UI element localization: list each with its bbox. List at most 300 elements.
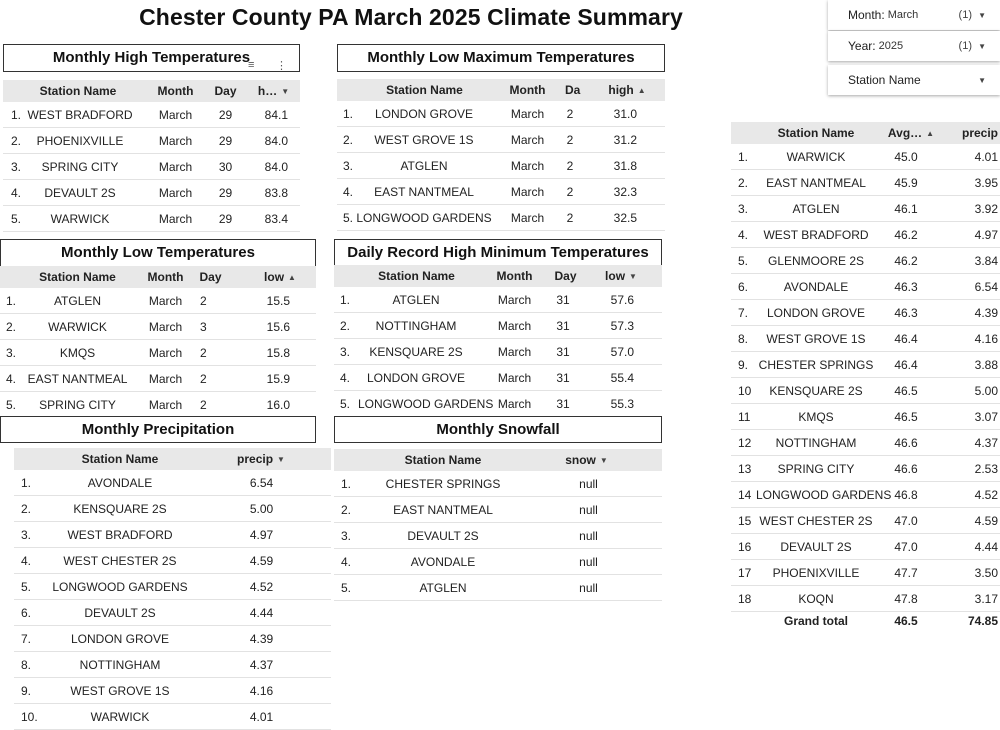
precip: 4.52: [249, 579, 274, 594]
station-name: SPRING CITY: [41, 159, 119, 174]
station-name: LONDON GROVE: [70, 631, 169, 646]
table-row[interactable]: [334, 313, 662, 339]
row-index: 4.: [343, 184, 354, 199]
high: 83.4: [264, 211, 288, 226]
table-row[interactable]: [337, 153, 665, 179]
month: March: [497, 370, 532, 385]
station-name: LONDON GROVE: [766, 305, 865, 320]
year-filter-value: 2025: [878, 40, 904, 52]
row-index: 2.: [343, 132, 354, 147]
precip: 6.54: [249, 475, 274, 490]
col-header-snow-label: snow: [565, 453, 596, 467]
precip: 3.95: [974, 175, 998, 190]
month: March: [148, 397, 183, 412]
snow: null: [579, 476, 598, 491]
high: 84.1: [264, 107, 288, 122]
row-index: 1.: [340, 292, 351, 307]
table-row[interactable]: [14, 704, 331, 730]
sort-desc-icon: ▼: [599, 455, 608, 465]
low: 55.3: [610, 396, 634, 411]
page-title: Chester County PA March 2025 Climate Summary: [139, 4, 683, 30]
avg-temp: 46.5: [894, 409, 918, 424]
chevron-down-icon: ▼: [978, 75, 986, 85]
avg-temp: 46.5: [894, 383, 918, 398]
day: 30: [218, 159, 233, 174]
avg-temp: 47.0: [894, 513, 918, 528]
row-index: 6.: [21, 605, 32, 620]
avg-temp: 46.2: [894, 227, 918, 242]
station-name: LONGWOOD GARDENS: [52, 579, 188, 594]
avg-temp: 45.9: [894, 175, 918, 190]
monthly-high-title-text: Monthly High Temperatures: [52, 49, 251, 66]
low: 15.5: [266, 293, 290, 308]
station-name: CHESTER SPRINGS: [758, 357, 874, 372]
station-name: LONDON GROVE: [374, 106, 473, 121]
station-name: NOTTINGHAM: [775, 435, 857, 450]
month: March: [497, 292, 532, 307]
low: 16.0: [266, 397, 290, 412]
year-filter[interactable]: [828, 31, 1000, 61]
low-max-title: [337, 44, 665, 72]
table-row[interactable]: [14, 600, 331, 626]
month: March: [510, 158, 545, 173]
station-name: KENSQUARE 2S: [73, 501, 167, 516]
row-index: 5.: [341, 580, 352, 595]
station-name: WARWICK: [786, 149, 846, 164]
table-header: [731, 122, 1000, 144]
avg-temp: 47.8: [894, 591, 918, 606]
col-header-station[interactable]: Station Name: [386, 83, 463, 97]
precip-title-text: Monthly Precipitation: [81, 421, 235, 438]
col-header-station[interactable]: Station Name: [81, 452, 159, 466]
row-index: 18: [738, 591, 752, 606]
precip: 3.84: [974, 253, 998, 268]
avg-temp: 47.7: [894, 565, 918, 580]
row-index: 1.: [343, 106, 354, 121]
station-name: EAST NANTMEAL: [27, 371, 128, 386]
col-header-low[interactable]: [596, 265, 646, 287]
station-name: GLENMOORE 2S: [767, 253, 865, 268]
station-name: PHOENIXVILLE: [772, 565, 860, 580]
month-filter-count: (1): [958, 9, 972, 21]
avg-temp: 45.0: [894, 149, 918, 164]
month: March: [148, 319, 183, 334]
month: March: [158, 211, 193, 226]
table-row[interactable]: [334, 365, 662, 391]
station-name: WEST BRADFORD: [67, 527, 173, 542]
record-high-min-title-text: Daily Record High Minimum Temperatures: [347, 244, 649, 261]
row-index: 3.: [11, 159, 22, 174]
table-row[interactable]: [14, 574, 331, 600]
snow-title: [334, 416, 662, 443]
row-index: 9.: [738, 357, 749, 372]
month: March: [158, 107, 193, 122]
table-row[interactable]: [731, 560, 1000, 586]
row-index: 5.: [11, 211, 22, 226]
col-header-high[interactable]: [597, 79, 657, 101]
row-index: 3.: [343, 158, 354, 173]
precip: 4.44: [974, 539, 998, 554]
precip: 3.17: [974, 591, 998, 606]
col-header-precip[interactable]: precip: [961, 126, 998, 140]
col-header-low-label: low: [264, 270, 285, 284]
precip: 4.97: [974, 227, 998, 242]
station-name: WEST GROVE 1S: [766, 331, 866, 346]
day: 31: [556, 370, 570, 385]
table-row[interactable]: [334, 391, 662, 417]
col-header-station[interactable]: Station Name: [39, 84, 117, 98]
grand-total-avg: 46.5: [894, 614, 918, 628]
month: March: [158, 159, 193, 174]
row-index: 11: [738, 409, 751, 424]
table-row[interactable]: [731, 300, 1000, 326]
month: March: [158, 185, 193, 200]
row-index: 5.: [21, 579, 32, 594]
station-name-text: LONGWOOD GARDENS: [358, 396, 494, 411]
table-row[interactable]: [0, 288, 316, 314]
table-row[interactable]: [14, 678, 331, 704]
station-name: AVONDALE: [783, 279, 849, 294]
table-row[interactable]: [731, 482, 1000, 508]
snow: null: [579, 528, 598, 543]
precip: 4.01: [974, 149, 998, 164]
table-row[interactable]: [731, 170, 1000, 196]
precip: 3.07: [974, 409, 998, 424]
precip: 4.44: [249, 605, 274, 620]
monthly-low-title: [0, 239, 316, 267]
station-name: NOTTINGHAM: [79, 657, 161, 672]
chevron-down-icon: ▼: [978, 10, 986, 20]
row-index: 17: [738, 565, 752, 580]
station-name: ATGLEN: [53, 293, 102, 308]
row-index: 2.: [340, 318, 351, 333]
low: 57.3: [610, 318, 634, 333]
station-name: WEST BRADFORD: [27, 107, 133, 122]
table-row[interactable]: [334, 523, 662, 549]
avg-temp: 46.8: [894, 487, 918, 502]
row-index: 4.: [11, 185, 22, 200]
precip: 5.00: [974, 383, 998, 398]
low: 15.6: [266, 319, 290, 334]
precip: 4.39: [249, 631, 274, 646]
table-header: [3, 80, 300, 102]
col-header-day[interactable]: Da: [565, 83, 581, 97]
station-name: DEVAULT 2S: [84, 605, 156, 620]
precip: 4.59: [974, 513, 998, 528]
row-index: 3.: [340, 344, 351, 359]
row-index: 2.: [738, 175, 749, 190]
col-header-precip[interactable]: [226, 448, 296, 470]
col-header-month[interactable]: Month: [496, 269, 533, 283]
row-index: 14: [738, 487, 752, 502]
table-row[interactable]: [14, 496, 331, 522]
avg-temp: 46.3: [894, 279, 918, 294]
low: 15.8: [266, 345, 290, 360]
station-name: KOQN: [798, 591, 834, 606]
row-index: 4.: [21, 553, 32, 568]
month: March: [497, 396, 532, 411]
col-header-station[interactable]: Station Name: [777, 126, 855, 140]
row-index: 2.: [21, 501, 32, 516]
precip: 2.53: [974, 461, 998, 476]
table-row[interactable]: [3, 102, 300, 128]
sort-desc-icon: ▼: [629, 271, 637, 281]
sort-asc-icon: ▲: [926, 128, 935, 138]
col-header-day[interactable]: Day: [554, 269, 577, 283]
month: March: [497, 318, 532, 333]
col-header-precip-label: precip: [237, 452, 274, 466]
station-name: SPRING CITY: [777, 461, 855, 476]
table-row[interactable]: [3, 154, 300, 180]
table-row[interactable]: [3, 180, 300, 206]
precip: 6.54: [974, 279, 998, 294]
high: 31.2: [613, 132, 637, 147]
year-filter-label: Year:: [848, 39, 876, 53]
station-name-text: LONGWOOD GARDENS: [756, 487, 892, 502]
table-row[interactable]: [0, 366, 316, 392]
row-index: 4.: [738, 227, 749, 242]
month-filter-label: Month:: [848, 8, 885, 22]
day: 2: [566, 158, 574, 173]
col-header-month[interactable]: Month: [509, 83, 546, 97]
precip: 3.92: [974, 201, 998, 216]
col-header-station[interactable]: Station Name: [378, 269, 455, 283]
row-index: 6.: [738, 279, 749, 294]
col-header-day[interactable]: Day: [199, 270, 222, 284]
table-row[interactable]: [334, 575, 662, 601]
row-index: 4.: [6, 371, 17, 386]
row-index: 1.: [21, 475, 32, 490]
day: 29: [218, 185, 233, 200]
high: 31.8: [613, 158, 637, 173]
station-name: ATGLEN: [392, 292, 440, 307]
day: 2: [200, 397, 207, 412]
table-row[interactable]: [14, 470, 331, 496]
month-filter-value: March: [887, 9, 919, 21]
day: 2: [566, 210, 574, 225]
table-row[interactable]: [731, 326, 1000, 352]
month-filter[interactable]: [828, 0, 1000, 30]
table-row[interactable]: [731, 404, 1000, 430]
table-row[interactable]: [0, 314, 316, 340]
row-index: 10.: [21, 709, 38, 724]
station-name: PHOENIXVILLE: [36, 133, 124, 148]
row-index: 8.: [21, 657, 32, 672]
snow-title-text: Monthly Snowfall: [436, 421, 560, 438]
table-row[interactable]: [731, 430, 1000, 456]
station-name: LONDON GROVE: [366, 370, 465, 385]
table-row[interactable]: [14, 522, 331, 548]
day: 31: [556, 344, 570, 359]
chevron-down-icon: ▼: [978, 41, 986, 51]
row-index: 1.: [6, 293, 17, 308]
table-row[interactable]: [731, 248, 1000, 274]
station-name: ATGLEN: [400, 158, 448, 173]
station-name: KMQS: [798, 409, 834, 424]
table-row[interactable]: [337, 205, 665, 231]
avg-temp: 46.6: [894, 435, 918, 450]
low: 57.6: [610, 292, 634, 307]
row-index: 5.: [6, 397, 17, 412]
day: 29: [218, 211, 233, 226]
station-filter[interactable]: [828, 65, 1000, 95]
station-name: WEST GROVE 1S: [70, 683, 170, 698]
day: 2: [200, 371, 207, 386]
month: March: [510, 106, 545, 121]
station-name: SPRING CITY: [39, 397, 116, 412]
table-row[interactable]: [14, 652, 331, 678]
table-header: [14, 448, 331, 470]
station-name: EAST NANTMEAL: [393, 502, 493, 517]
precip: 4.37: [974, 435, 998, 450]
station-name: KENSQUARE 2S: [769, 383, 863, 398]
precip: 4.16: [974, 331, 998, 346]
col-header-high-label: h…: [257, 84, 278, 98]
table-row[interactable]: [0, 340, 316, 366]
col-header-avg[interactable]: [881, 122, 941, 144]
station-name: CHESTER SPRINGS: [385, 476, 501, 491]
table-row[interactable]: [3, 206, 300, 232]
high: 83.8: [264, 185, 288, 200]
more-options-icon[interactable]: ⋮: [276, 60, 287, 72]
snow: null: [579, 554, 598, 569]
row-index: 2.: [341, 502, 352, 517]
precip: 4.59: [249, 553, 274, 568]
day: 2: [566, 184, 574, 199]
station-name: WEST CHESTER 2S: [759, 513, 873, 528]
station-name: ATGLEN: [792, 201, 840, 216]
row-index: 3.: [738, 201, 749, 216]
month: March: [148, 293, 183, 308]
station-name: [358, 391, 494, 416]
table-row[interactable]: [14, 626, 331, 652]
filter-icon[interactable]: ≡: [248, 59, 255, 71]
month: March: [497, 344, 532, 359]
year-filter-count: (1): [958, 40, 972, 52]
high: 32.5: [613, 210, 637, 225]
day: 2: [200, 345, 207, 360]
row-index: 12: [738, 435, 752, 450]
station-name: EAST NANTMEAL: [374, 184, 474, 199]
col-header-low[interactable]: [250, 266, 310, 288]
col-header-station[interactable]: Station Name: [404, 453, 482, 467]
row-index: 7.: [738, 305, 749, 320]
row-index: 10: [738, 383, 752, 398]
day: 29: [218, 133, 233, 148]
table-header: [334, 449, 662, 471]
table-row[interactable]: [334, 339, 662, 365]
station-name: WEST GROVE 1S: [374, 132, 474, 147]
col-header-snow[interactable]: [549, 449, 624, 471]
table-row[interactable]: [3, 128, 300, 154]
precip: 5.00: [249, 501, 274, 516]
high: 31.0: [613, 106, 637, 121]
row-index: 2.: [11, 133, 22, 148]
row-index: 1.: [11, 107, 22, 122]
col-header-month[interactable]: Month: [147, 270, 184, 284]
col-header-high-label: high: [608, 83, 634, 97]
table-row[interactable]: [731, 456, 1000, 482]
high: 84.0: [264, 159, 288, 174]
row-index: 3.: [21, 527, 32, 542]
col-header-month[interactable]: Month: [157, 84, 194, 98]
col-header-station[interactable]: Station Name: [39, 270, 116, 284]
high: 84.0: [264, 133, 288, 148]
table-row[interactable]: [337, 101, 665, 127]
table-row[interactable]: [731, 534, 1000, 560]
station-name: DEVAULT 2S: [407, 528, 479, 543]
station-name: KMQS: [59, 345, 96, 360]
table-row[interactable]: [337, 179, 665, 205]
col-header-day[interactable]: Day: [214, 84, 237, 98]
day: 3: [200, 319, 207, 334]
grand-total-row: [731, 608, 1000, 634]
table-row[interactable]: [731, 144, 1000, 170]
row-index: 16: [738, 539, 752, 554]
table-row[interactable]: [14, 548, 331, 574]
high: 32.3: [613, 184, 637, 199]
col-header-low-label: low: [605, 269, 626, 283]
avg-temp: 46.6: [894, 461, 918, 476]
station-name: WARWICK: [48, 319, 107, 334]
table-row[interactable]: [731, 352, 1000, 378]
table-row[interactable]: [731, 222, 1000, 248]
table-row[interactable]: [334, 497, 662, 523]
table-row[interactable]: [731, 378, 1000, 404]
day: 2: [200, 293, 207, 308]
avg-temp: 46.4: [894, 331, 918, 346]
low: 15.9: [266, 371, 290, 386]
table-row[interactable]: [334, 549, 662, 575]
day: 29: [218, 107, 233, 122]
precip: 3.88: [974, 357, 998, 372]
table-row[interactable]: [731, 508, 1000, 534]
avg-temp: 46.1: [894, 201, 918, 216]
sort-asc-icon: ▲: [288, 272, 296, 282]
low: 57.0: [610, 344, 634, 359]
station-name: WARWICK: [90, 709, 150, 724]
table-row[interactable]: [337, 127, 665, 153]
row-index: 9.: [21, 683, 32, 698]
table-row[interactable]: [0, 392, 316, 418]
day: 31: [556, 318, 570, 333]
month: March: [510, 184, 545, 199]
table-row[interactable]: [334, 471, 662, 497]
snow: null: [579, 502, 598, 517]
precip: 4.16: [249, 683, 274, 698]
station-name: ATGLEN: [419, 580, 467, 595]
row-index: 1.: [341, 476, 352, 491]
row-index: 1.: [738, 149, 749, 164]
table-row[interactable]: [731, 274, 1000, 300]
day: 2: [566, 132, 574, 147]
station-name: NOTTINGHAM: [375, 318, 457, 333]
monthly-high-title: [3, 44, 300, 72]
row-index: 13: [738, 461, 752, 476]
sort-desc-icon: ▼: [281, 86, 290, 96]
precip: 3.50: [974, 565, 998, 580]
station-name: WEST CHESTER 2S: [63, 553, 177, 568]
table-row[interactable]: [731, 196, 1000, 222]
row-index: 5.: [343, 210, 354, 225]
day: 31: [556, 396, 570, 411]
month: March: [158, 133, 193, 148]
row-index: 8.: [738, 331, 749, 346]
col-header-high[interactable]: [251, 80, 296, 102]
table-header: [334, 265, 662, 287]
sort-desc-icon: ▼: [277, 454, 285, 464]
table-row[interactable]: [334, 287, 662, 313]
